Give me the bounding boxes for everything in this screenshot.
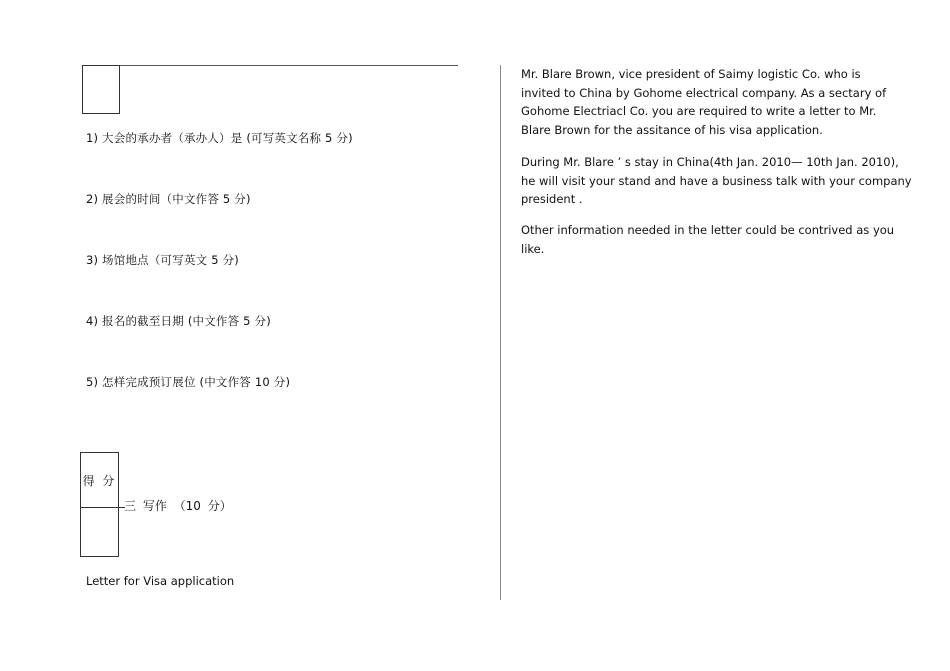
- paragraph-line: Other information needed in the letter could be contrived as you: [521, 223, 895, 237]
- score-label: 得 分: [82, 474, 117, 488]
- question-3: 3) 场馆地点（可写英文 5 分): [86, 253, 239, 267]
- header-rule: [120, 65, 458, 66]
- paragraph-line: Mr. Blare Brown, vice president of Saimy logistic Co. who is: [521, 67, 861, 81]
- section-title: 三 写作 （10 分）: [124, 499, 232, 513]
- prompt-paragraph-1: [521, 65, 921, 139]
- question-2: 2) 展会的时间（中文作答 5 分): [86, 192, 251, 206]
- paragraph-line: Gohome Electriacl Co. you are required to write a letter to Mr.: [521, 104, 877, 119]
- paragraph-line: like.: [521, 241, 545, 256]
- paragraph-line: invited to China by Gohome electrical company. As a sectary of: [521, 85, 887, 100]
- question-4: 4) 报名的截至日期 (中文作答 5 分): [86, 314, 271, 328]
- prompt-paragraph-3: [521, 221, 921, 258]
- grade-box: [80, 452, 119, 557]
- score-box: [82, 65, 120, 114]
- paragraph-line: president .: [521, 192, 583, 207]
- prompt-paragraph-2: [521, 153, 921, 209]
- letter-title: Letter for Visa application: [86, 574, 235, 588]
- paragraph-line: he will visit your stand and have a business talk with your company: [521, 173, 912, 188]
- grade-box-divider: [80, 507, 119, 508]
- column-divider: [500, 65, 501, 600]
- question-5: 5) 怎样完成预订展位 (中文作答 10 分): [86, 375, 291, 389]
- question-1: 1) 大会的承办者（承办人）是 (可写英文名称 5 分): [86, 131, 353, 145]
- paragraph-line: During Mr. Blare ’ s stay in China(4th Jan. 2010— 10th Jan. 2010),: [521, 155, 899, 169]
- paragraph-line: Blare Brown for the assitance of his visa application.: [521, 122, 823, 137]
